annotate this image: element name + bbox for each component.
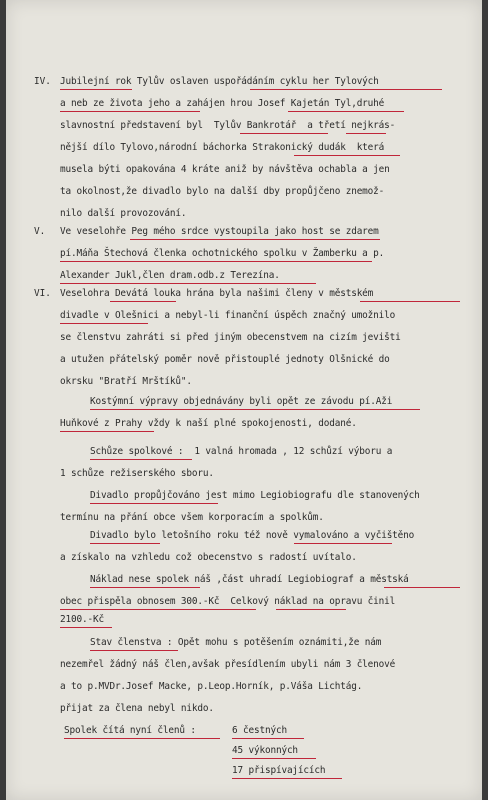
text-line: přijat za člena nebyl nikdo. xyxy=(60,703,214,714)
text-line: Divadlo propůjčováno jest mimo Legiobiografu dle stanovených xyxy=(90,490,420,501)
text-line: nezemřel žádný náš člen,avšak přesídlením ubyli nám 3 členové xyxy=(60,659,396,670)
text-line: musela býti opakována 4 kráte aniž by návštěva ochabla a jen xyxy=(60,164,390,175)
red-underline xyxy=(60,283,316,284)
text-line: Stav členstva : Opět mohu s potěšením oznámiti,že nám xyxy=(90,637,382,648)
red-underline xyxy=(60,323,148,324)
text-line: Kostýmní výpravy objednávány byli opět ze závodu pí.Aži xyxy=(90,396,393,407)
red-underline xyxy=(90,587,200,588)
red-underline xyxy=(294,543,392,544)
red-underline xyxy=(232,758,316,759)
text-line: a získalo na vzhledu což obecenstvo s radostí uvítalo. xyxy=(60,552,357,563)
text-line: okrsku "Bratří Mrštíků". xyxy=(60,376,192,387)
red-underline xyxy=(90,503,218,504)
membership-row: 17 přispívajících xyxy=(232,765,326,776)
text-line: a to p.MVDr.Josef Macke, p.Leop.Horník, p.Váša Lichtág. xyxy=(60,681,363,692)
red-underline xyxy=(60,431,154,432)
red-underline xyxy=(64,738,220,739)
red-underline xyxy=(346,133,386,134)
text-line: termínu na přání obce všem korporacím a spolkům. xyxy=(60,512,324,523)
red-underline xyxy=(90,650,178,651)
red-underline xyxy=(384,587,460,588)
text-line: pí.Máňa Štechová členka ochotnického spolku v Žamberku a p. xyxy=(60,248,385,259)
membership-row: 6 čestných xyxy=(232,725,287,736)
text-line: Huňkové z Prahy vždy k naší plné spokojenosti, dodané. xyxy=(60,418,357,429)
text-line: Schůze spolkové : 1 valná hromada , 12 schůzí výboru a xyxy=(90,446,393,457)
red-underline xyxy=(232,738,304,739)
section-numeral: VI. xyxy=(34,288,51,299)
red-underline xyxy=(90,459,192,460)
red-underline xyxy=(90,409,420,410)
red-underline xyxy=(60,89,132,90)
text-line: a neb ze života jeho a zahájen hrou Josef Kajetán Tyl,druhé xyxy=(60,98,385,109)
text-line: Jubilejní rok Tylův oslaven uspořádáním cyklu her Tylových xyxy=(60,76,379,87)
text-line: Alexander Jukl,člen dram.odb.z Terezína. xyxy=(60,270,280,281)
red-underline xyxy=(60,111,200,112)
text-line: nilo další provozování. xyxy=(60,208,187,219)
red-underline xyxy=(240,133,328,134)
text-line: divadle v Olešnici a nebyl-li finanční úspěch značný umožnilo xyxy=(60,310,396,321)
red-underline xyxy=(130,239,380,240)
text-line: Divadlo bylo letošního roku též nově vymalováno a vyčištěno xyxy=(90,530,415,541)
red-underline xyxy=(110,301,176,302)
text-line: Náklad nese spolek náš ,část uhradí Legiobiograf a městská xyxy=(90,574,409,585)
membership-row: 45 výkonných xyxy=(232,745,298,756)
document-page xyxy=(6,0,482,800)
red-underline xyxy=(232,778,342,779)
red-underline xyxy=(90,543,160,544)
text-line: Ve veselohře Peg mého srdce vystoupila jako host se zdarem xyxy=(60,226,379,237)
red-underline xyxy=(60,609,256,610)
section-numeral: IV. xyxy=(34,76,51,87)
red-underline xyxy=(288,111,404,112)
red-underline xyxy=(60,627,112,628)
red-underline xyxy=(250,89,442,90)
red-underline xyxy=(294,155,400,156)
text-line: se členstvu zahráti si před jiným obecenstvem na cizím jevišti xyxy=(60,332,401,343)
text-line: slavnostní představení byl Tylův Bankrotář a třetí nejkrás- xyxy=(60,120,396,131)
red-underline xyxy=(360,301,460,302)
text-line: a utužen přátelský poměr nově přistouplé jednoty Olšnické do xyxy=(60,354,390,365)
section-numeral: V. xyxy=(34,226,46,237)
red-underline xyxy=(60,261,372,262)
text-line: nější dílo Tylovo,národní báchorka Strakonický dudák která xyxy=(60,142,385,153)
red-underline xyxy=(276,609,346,610)
text-line: Veselohra Devátá louka hrána byla našimi členy v městském xyxy=(60,288,374,299)
membership-label: Spolek čítá nyní členů : xyxy=(64,725,196,736)
text-line: obec přispěla obnosem 300.-Kč Celkový náklad na opravu činil xyxy=(60,596,396,607)
text-line: ta okolnost,že divadlo bylo na další dby propůjčeno znemož- xyxy=(60,186,385,197)
text-line: 1 schůze režiserského sboru. xyxy=(60,468,214,479)
text-line: 2100.-Kč xyxy=(60,614,104,625)
